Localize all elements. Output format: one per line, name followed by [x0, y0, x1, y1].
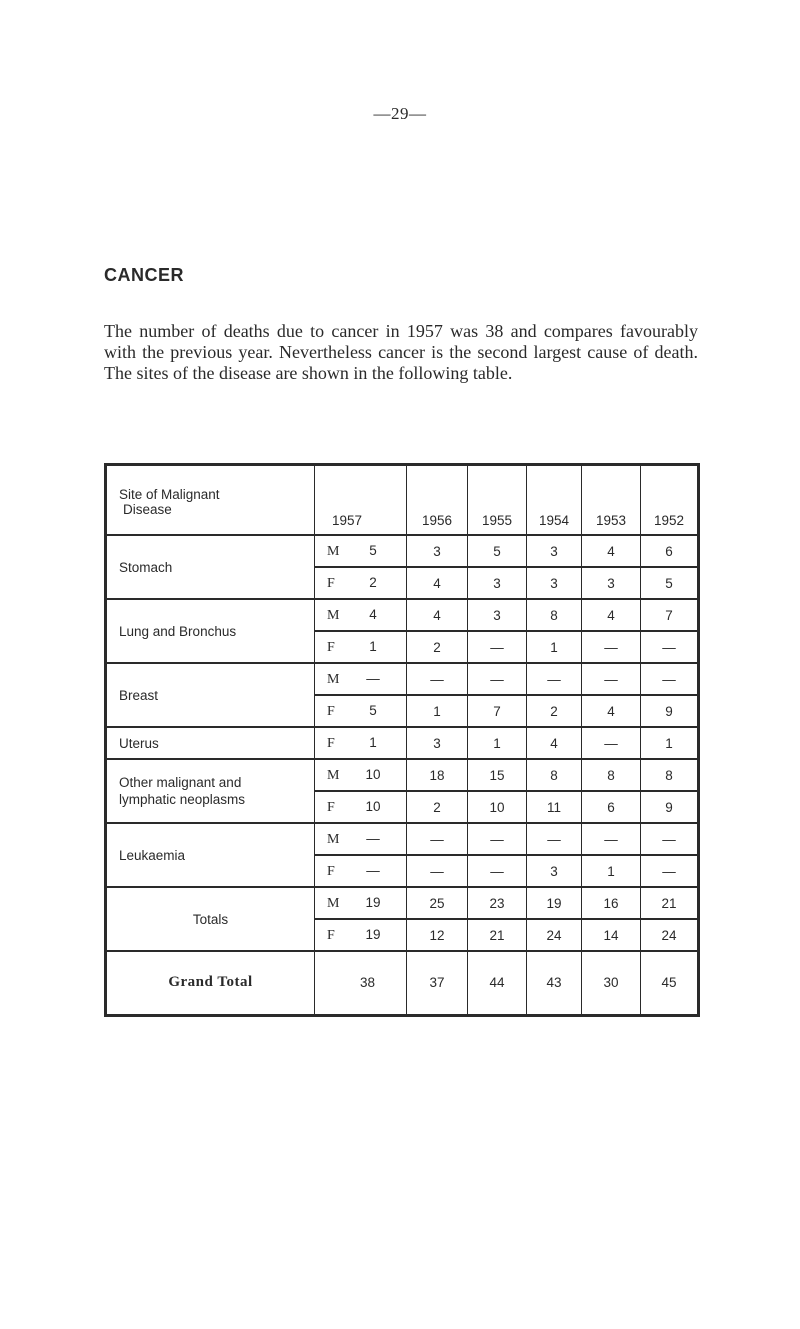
table-cell: — [468, 823, 527, 855]
table-cell: 4 [407, 599, 468, 631]
table-cell: 9 [641, 791, 699, 823]
table-cell: 7 [468, 695, 527, 727]
table-cell: 8 [527, 759, 582, 791]
table-cell: 1 [407, 695, 468, 727]
year-header: 1952 [641, 465, 699, 536]
table-cell: 1 [369, 734, 377, 750]
table-cell: 6 [641, 535, 699, 567]
table-cell: — [582, 823, 641, 855]
table-row [106, 823, 699, 855]
table-cell: 1 [582, 855, 641, 887]
table-row [106, 887, 699, 919]
sex-label: M [327, 831, 340, 847]
table-cell: 24 [641, 919, 699, 951]
sex-label: F [327, 863, 335, 879]
table-cell: 3 [407, 727, 468, 759]
table-row [106, 599, 699, 631]
table-cell: — [366, 670, 380, 686]
site-name: Lung and Bronchus [106, 599, 315, 663]
table-cell: 1 [641, 727, 699, 759]
table-cell: — [582, 663, 641, 695]
table-cell: 8 [527, 599, 582, 631]
table-cell: — [407, 663, 468, 695]
table-cell: 12 [407, 919, 468, 951]
site-name: Uterus [106, 727, 315, 759]
cancer-sites-table [104, 463, 697, 1017]
table-cell: 3 [527, 535, 582, 567]
section-heading: CANCER [104, 265, 185, 285]
table-cell: 4 [582, 535, 641, 567]
table-cell: 3 [407, 535, 468, 567]
table-cell: 19 [365, 894, 381, 910]
table-cell: 3 [468, 567, 527, 599]
sex-label: M [327, 607, 340, 623]
table-cell: 3 [582, 567, 641, 599]
table-cell: 2 [369, 574, 377, 590]
table-cell: 5 [468, 535, 527, 567]
table-cell: — [641, 631, 699, 663]
sex-label: M [327, 671, 340, 687]
table-cell: 4 [582, 695, 641, 727]
table-cell: 3 [468, 599, 527, 631]
table-cell: — [468, 663, 527, 695]
table-cell: 10 [365, 766, 381, 782]
table-cell: 8 [582, 759, 641, 791]
sex-label: M [327, 543, 340, 559]
table-cell: 18 [407, 759, 468, 791]
site-name: Breast [106, 663, 315, 727]
table-cell: 5 [369, 542, 377, 558]
year-header: 1953 [582, 465, 641, 536]
table-cell: — [366, 862, 380, 878]
table-cell: — [468, 855, 527, 887]
table-cell: — [641, 823, 699, 855]
table-cell: 19 [365, 926, 381, 942]
table-cell: 44 [468, 951, 527, 1015]
table-cell: 15 [468, 759, 527, 791]
sex-label: F [327, 639, 335, 655]
sex-label: F [327, 575, 335, 591]
table-cell: — [527, 823, 582, 855]
table-cell: — [407, 855, 468, 887]
sex-label: M [327, 895, 340, 911]
sex-label: F [327, 703, 335, 719]
table-cell: — [641, 855, 699, 887]
table-cell: 37 [407, 951, 468, 1015]
table-cell: 4 [407, 567, 468, 599]
table-row [106, 727, 699, 759]
site-name: Other malignant and lymphatic neoplasms [106, 759, 315, 823]
table-cell: 24 [527, 919, 582, 951]
table-cell: 10 [365, 798, 381, 814]
table-cell: 21 [468, 919, 527, 951]
table-cell: 43 [527, 951, 582, 1015]
table-cell: 30 [582, 951, 641, 1015]
intro-paragraph: The number of deaths due to cancer in 1957 was 38 and compares favourably with the previous year. Nevertheless cancer is the second largest cause of death. The sites of the disease are shown in the following table. [104, 321, 698, 383]
table-cell: 11 [527, 791, 582, 823]
table-cell: 45 [641, 951, 699, 1015]
table-cell: — [582, 727, 641, 759]
site-name: Leukaemia [106, 823, 315, 887]
grand-total-row [106, 951, 699, 1015]
year-header: 1956 [407, 465, 468, 536]
table-cell: 21 [641, 887, 699, 919]
year-header: 1955 [468, 465, 527, 536]
table-cell: 38 [315, 951, 407, 1015]
table-cell: 16 [582, 887, 641, 919]
table-cell: 3 [527, 855, 582, 887]
table-cell: 2 [527, 695, 582, 727]
table-row [106, 535, 699, 567]
table-cell: — [407, 823, 468, 855]
table-cell: 4 [369, 606, 377, 622]
table-cell: 14 [582, 919, 641, 951]
table-cell: 2 [407, 791, 468, 823]
table-cell: 25 [407, 887, 468, 919]
year-header: 1954 [527, 465, 582, 536]
table-cell: 1 [369, 638, 377, 654]
table-row [106, 663, 699, 695]
site-column-header: Site of Malignant Disease [106, 465, 315, 536]
table-cell: 6 [582, 791, 641, 823]
table-cell: 9 [641, 695, 699, 727]
sex-label: F [327, 735, 335, 751]
table-cell: 1 [527, 631, 582, 663]
table-cell: 3 [527, 567, 582, 599]
table-cell: — [468, 631, 527, 663]
table-cell: 8 [641, 759, 699, 791]
sex-label: M [327, 767, 340, 783]
sex-label: F [327, 799, 335, 815]
site-name: Stomach [106, 535, 315, 599]
table-cell: 5 [369, 702, 377, 718]
table-cell: — [582, 631, 641, 663]
page-number: —29— [373, 104, 427, 123]
table-row [106, 759, 699, 791]
table-cell: 4 [527, 727, 582, 759]
table-cell: 10 [468, 791, 527, 823]
table-cell: 1 [468, 727, 527, 759]
table-cell: — [527, 663, 582, 695]
table-cell: — [641, 663, 699, 695]
table-cell: — [366, 830, 380, 846]
table-cell: 7 [641, 599, 699, 631]
header-row [106, 465, 699, 536]
table-cell: 5 [641, 567, 699, 599]
sex-label: F [327, 927, 335, 943]
table-cell: 2 [407, 631, 468, 663]
year-header: 1957 [331, 513, 362, 528]
grand-total-label: Grand Total [106, 951, 315, 1015]
table-cell: 4 [582, 599, 641, 631]
table-cell: 19 [527, 887, 582, 919]
site-name: Totals [106, 887, 315, 951]
table-cell: 23 [468, 887, 527, 919]
